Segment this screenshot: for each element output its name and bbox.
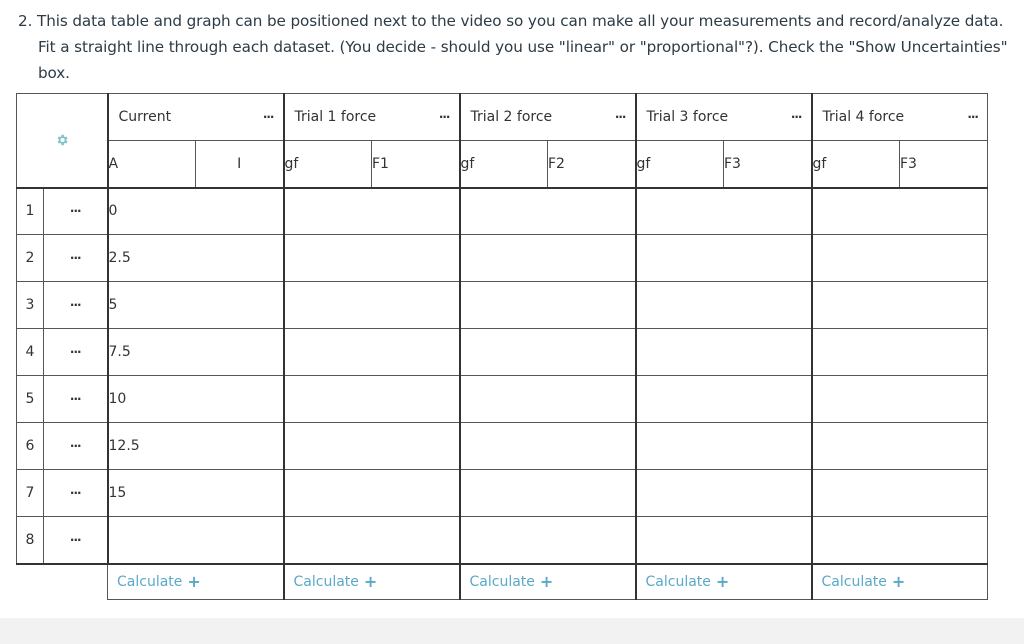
row-number: 8 [17,517,44,564]
trial-4-cell[interactable] [812,376,988,423]
trial-2-cell[interactable] [460,282,636,329]
gear-icon[interactable] [55,133,69,147]
column-name: Current [118,109,172,125]
plus-icon: + [539,572,554,591]
symbol-cell[interactable]: F3 [724,141,812,188]
calculate-cell-trial-3[interactable] [636,564,812,600]
symbol-cell[interactable]: F1 [372,141,460,188]
unit-cell[interactable]: gf [284,141,372,188]
calculate-cell-trial-2[interactable] [460,564,636,600]
current-cell[interactable]: 7.5 [108,329,284,376]
calculate-button[interactable] [285,565,459,599]
trial-4-cell[interactable] [812,423,988,470]
trial-2-cell[interactable] [460,235,636,282]
current-cell[interactable]: 2.5 [108,235,284,282]
column-name: Trial 3 force [646,109,729,125]
row-menu-cell[interactable] [44,517,108,564]
row-number: 3 [17,282,44,329]
row-menu-cell[interactable] [44,376,108,423]
trial-4-cell[interactable] [812,282,988,329]
table-row [17,376,988,423]
row-menu-cell[interactable] [44,423,108,470]
trial-1-cell[interactable] [284,282,460,329]
calculate-row [17,564,988,600]
trial-2-cell[interactable] [460,517,636,564]
row-menu-cell[interactable] [44,188,108,235]
row-menu-cell[interactable] [44,470,108,517]
unit-cell[interactable]: gf [812,141,900,188]
unit-cell[interactable]: A [108,141,196,188]
current-cell[interactable]: 0 [108,188,284,235]
column-menu-icon[interactable]: ··· [614,110,626,124]
table-row [17,188,988,235]
row-number: 6 [17,423,44,470]
calculate-cell-current[interactable] [108,564,284,600]
column-header-trial-1[interactable] [284,94,460,141]
row-menu-icon[interactable]: ··· [69,345,81,359]
data-table [16,93,988,600]
table-row [17,282,988,329]
trial-2-cell[interactable] [460,329,636,376]
instructions-line-3: box. [38,64,70,82]
row-number: 5 [17,376,44,423]
current-cell[interactable]: 15 [108,470,284,517]
current-cell[interactable] [108,517,284,564]
trial-4-cell[interactable] [812,188,988,235]
calculate-label: Calculate [821,573,887,590]
row-number: 4 [17,329,44,376]
trial-3-cell[interactable] [636,376,812,423]
current-cell[interactable]: 5 [108,282,284,329]
symbol-cell[interactable]: F3 [900,141,988,188]
trial-3-cell[interactable] [636,282,812,329]
calculate-row-spacer [17,564,108,600]
column-header-current[interactable] [108,94,284,141]
row-menu-cell[interactable] [44,282,108,329]
trial-2-cell[interactable] [460,470,636,517]
row-menu-icon[interactable]: ··· [69,298,81,312]
footer-band [0,618,1024,644]
table-row [17,235,988,282]
calculate-label: Calculate [117,573,183,590]
trial-4-cell[interactable] [812,329,988,376]
trial-3-cell[interactable] [636,329,812,376]
symbol-cell[interactable]: F2 [548,141,636,188]
instructions [18,8,1018,86]
plus-icon: + [715,572,730,591]
trial-3-cell[interactable] [636,423,812,470]
calculate-label: Calculate [645,573,711,590]
current-cell[interactable]: 10 [108,376,284,423]
table-row [17,517,988,564]
row-menu-cell[interactable] [44,235,108,282]
calculate-label: Calculate [469,573,535,590]
column-menu-icon[interactable]: ··· [790,110,802,124]
row-number: 2 [17,235,44,282]
column-header-trial-2[interactable] [460,94,636,141]
trial-3-cell[interactable] [636,188,812,235]
row-menu-cell[interactable] [44,329,108,376]
row-menu-icon[interactable]: ··· [69,486,81,500]
row-number: 7 [17,470,44,517]
row-menu-icon[interactable]: ··· [69,204,81,219]
plus-icon: + [891,572,906,591]
trial-2-cell[interactable] [460,376,636,423]
trial-1-cell[interactable] [284,423,460,470]
column-header-trial-3[interactable] [636,94,812,141]
trial-3-cell[interactable] [636,470,812,517]
column-name: Trial 4 force [822,109,905,125]
trial-1-cell[interactable] [284,376,460,423]
trial-4-cell[interactable] [812,470,988,517]
instructions-line-2: Fit a straight line through each dataset. (You decide - should you use "linear" or "proportional"?). Check the "Show Uncertainties" [38,38,1008,56]
row-menu-icon[interactable]: ··· [69,392,81,406]
calculate-button[interactable] [637,565,811,599]
trial-1-cell[interactable] [284,470,460,517]
table-row [17,470,988,517]
calculate-label: Calculate [293,573,359,590]
table-row [17,423,988,470]
trial-1-cell[interactable] [284,235,460,282]
row-menu-icon[interactable]: ··· [69,532,81,547]
calculate-button[interactable] [461,565,635,599]
plus-icon: + [363,572,378,591]
instructions-line-1: 2. This data table and graph can be positioned next to the video so you can make all your measurements and record/analyze data. [18,12,1004,30]
column-menu-icon[interactable]: ··· [967,110,978,124]
trial-1-cell[interactable] [284,188,460,235]
trial-4-cell[interactable] [812,517,988,564]
trial-3-cell[interactable] [636,517,812,564]
row-number: 1 [17,188,44,235]
calculate-button[interactable] [108,565,283,599]
calculate-button[interactable] [813,565,988,599]
trial-2-cell[interactable] [460,188,636,235]
table-row [17,329,988,376]
column-menu-icon[interactable]: ··· [438,110,450,124]
current-cell[interactable]: 12.5 [108,423,284,470]
row-menu-icon[interactable]: ··· [69,439,81,453]
column-name: Trial 1 force [294,109,377,125]
symbol-cell[interactable]: I [196,141,284,188]
trial-4-cell[interactable] [812,235,988,282]
column-name: Trial 2 force [470,109,553,125]
unit-cell[interactable]: gf [460,141,548,188]
row-menu-icon[interactable]: ··· [69,251,81,265]
trial-1-cell[interactable] [284,517,460,564]
column-header-trial-4[interactable] [812,94,988,141]
table-settings-cell[interactable] [17,94,108,188]
trial-1-cell[interactable] [284,329,460,376]
plus-icon: + [187,572,201,591]
column-menu-icon[interactable]: ··· [262,110,274,124]
trial-3-cell[interactable] [636,235,812,282]
unit-cell[interactable]: gf [636,141,724,188]
trial-2-cell[interactable] [460,423,636,470]
calculate-cell-trial-1[interactable] [284,564,460,600]
calculate-cell-trial-4[interactable] [812,564,988,600]
